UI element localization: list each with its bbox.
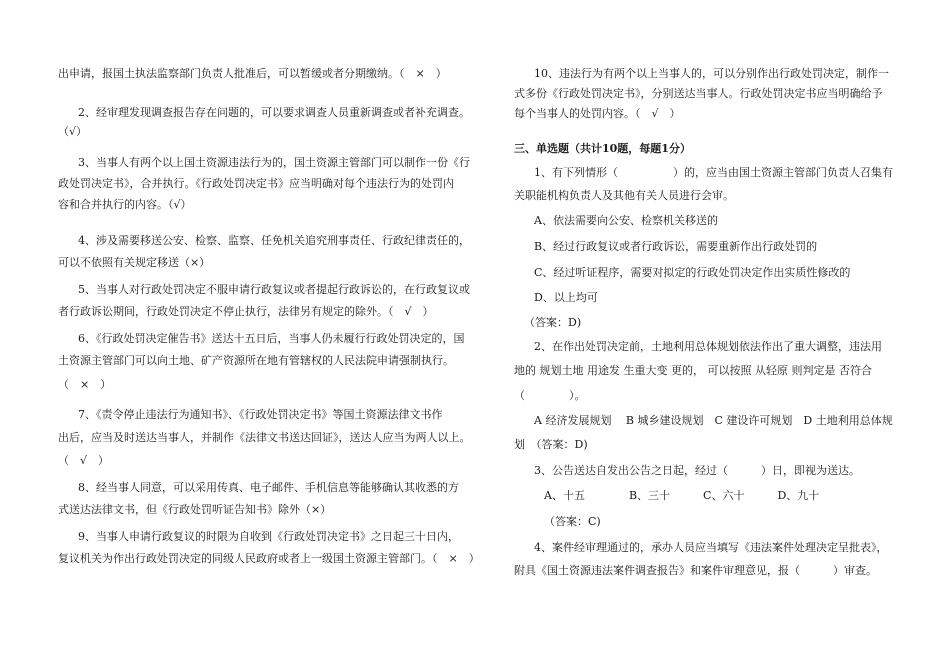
s2-stem-line-2: 地的 规划土地 用途发 生重大变 更的， 可以按照 从轻原 则判定是 否符合 <box>514 364 872 377</box>
s3-stem: 3、公告送达自发出公告之日起，经过（ ）日，即视为送达。 <box>534 464 860 477</box>
q7-line-1: 7、《责令停止违法行为通知书》、《行政处罚决定书》等国土资源法律文书作 <box>78 408 443 421</box>
s2-stem-line-3: （ ）。 <box>514 389 586 402</box>
q7-line-2: 出后，应当及时送达当事人，并制作《法律文书送达回证》，送达人应当为两人以上。 <box>58 431 471 444</box>
q2-line-1: 2、经审理发现调查报告存在问题的，可以要求调查人员重新调查或者补充调查。 <box>78 106 470 119</box>
s1-option-d: D、以上均可 <box>534 291 598 304</box>
s1-stem-line-2: 关职能机构负责人及其他有关人员进行会审。 <box>514 189 734 202</box>
s2-options-line-2: 划 （答案：D) <box>514 438 588 451</box>
q5-line-2: 者行政诉讼期间，行政处罚决定不停止执行，法律另有规定的除外。（ √ ） <box>58 305 434 318</box>
section-heading: 三、单选题（共计10题，每题1分） <box>514 142 691 155</box>
q7-line-3: （ √ ） <box>58 454 110 467</box>
s4-stem-line-2: 附具《国土资源违法案件调查报告》和案件审理意见，报（ ）审查。 <box>514 564 877 577</box>
q10-line-2: 式多份《行政处罚决定书》，分别送达当事人。行政处罚决定书应当明确给予 <box>514 87 883 100</box>
s1-answer: （答案：D) <box>524 316 582 329</box>
q5-line-1: 5、当事人对行政处罚决定不服申请行政复议或者提起行政诉讼的，在行政复议或 <box>78 283 470 296</box>
s3-options: A、十五 B、三十 C、六十 D、九十 <box>544 489 820 502</box>
q3-line-3: 容和合并执行的内容。（√） <box>58 198 192 211</box>
q9-line-1: 9、当事人申请行政复议的时限为自收到《行政处罚决定书》之日起三十日内， <box>78 530 459 543</box>
s4-stem-line-1: 4、案件经审理通过的，承办人员应当填写《违法案件处理决定呈批表》， <box>534 541 888 554</box>
q10-line-1: 10、违法行为有两个以上当事人的，可以分别作出行政处罚决定，制作一 <box>534 67 889 80</box>
s3-answer: （答案：C) <box>544 515 601 528</box>
q8-line-1: 8、经当事人同意，可以采用传真、电子邮件、手机信息等能够确认其收悉的方 <box>78 481 459 494</box>
s2-stem-line-1: 2、在作出处罚决定前，土地利用总体规划依法作出了重大调整，违法用 <box>534 340 882 353</box>
s1-stem-line-1: 1、有下列情形（ ）的，应当由国土资源主管部门负责人召集有 <box>534 166 893 179</box>
q4-line-1: 4、涉及需要移送公安、检察、监察、任免机关追究刑事责任、行政纪律责任的， <box>78 234 470 247</box>
q4-line-2: 可以不依照有关规定移送（×） <box>58 256 211 269</box>
s1-option-a: A、依法需要向公安、检察机关移送的 <box>534 214 718 227</box>
q6-line-1: 6、《行政处罚决定催告书》送达十五日后，当事人仍未履行行政处罚决定的，国 <box>78 332 465 345</box>
q2-line-2: （√） <box>58 125 88 138</box>
s2-options-line-1: A 经济发展规划 B 城乡建设规划 C 建设许可规划 D 土地利用总体规 <box>534 414 893 427</box>
q9-line-2: 复议机关为作出行政处罚决定的同级人民政府或者上一级国土资源主管部门。（ × ） <box>58 552 480 565</box>
q3-line-1: 3、当事人有两个以上国土资源违法行为的，国土资源主管部门可以制作一份《行 <box>78 156 470 169</box>
q6-line-2: 土资源主管部门可以向土地、矿产资源所在地有管辖权的人民法院申请强制执行。 <box>58 354 454 367</box>
q8-line-2: 式送达法律文书，但《行政处罚听证告知书》除外（×） <box>58 503 332 516</box>
q6-line-3: （ × ） <box>58 378 112 391</box>
s1-option-c: C、经过听证程序，需要对拟定的行政处罚决定作出实质性修改的 <box>534 266 851 279</box>
q10-line-3: 每个当事人的处罚内容。（ √ ） <box>514 107 681 120</box>
q1-tail: 出申请，报国土执法监察部门负责人批准后，可以暂缓或者分期缴纳。（ × ） <box>58 67 447 80</box>
s1-option-b: B、经过行政复议或者行政诉讼，需要重新作出行政处罚的 <box>534 240 818 253</box>
q3-line-2: 政处罚决定书》，合并执行。《行政处罚决定书》应当明确对每个违法行为的处罚内 <box>58 177 454 190</box>
